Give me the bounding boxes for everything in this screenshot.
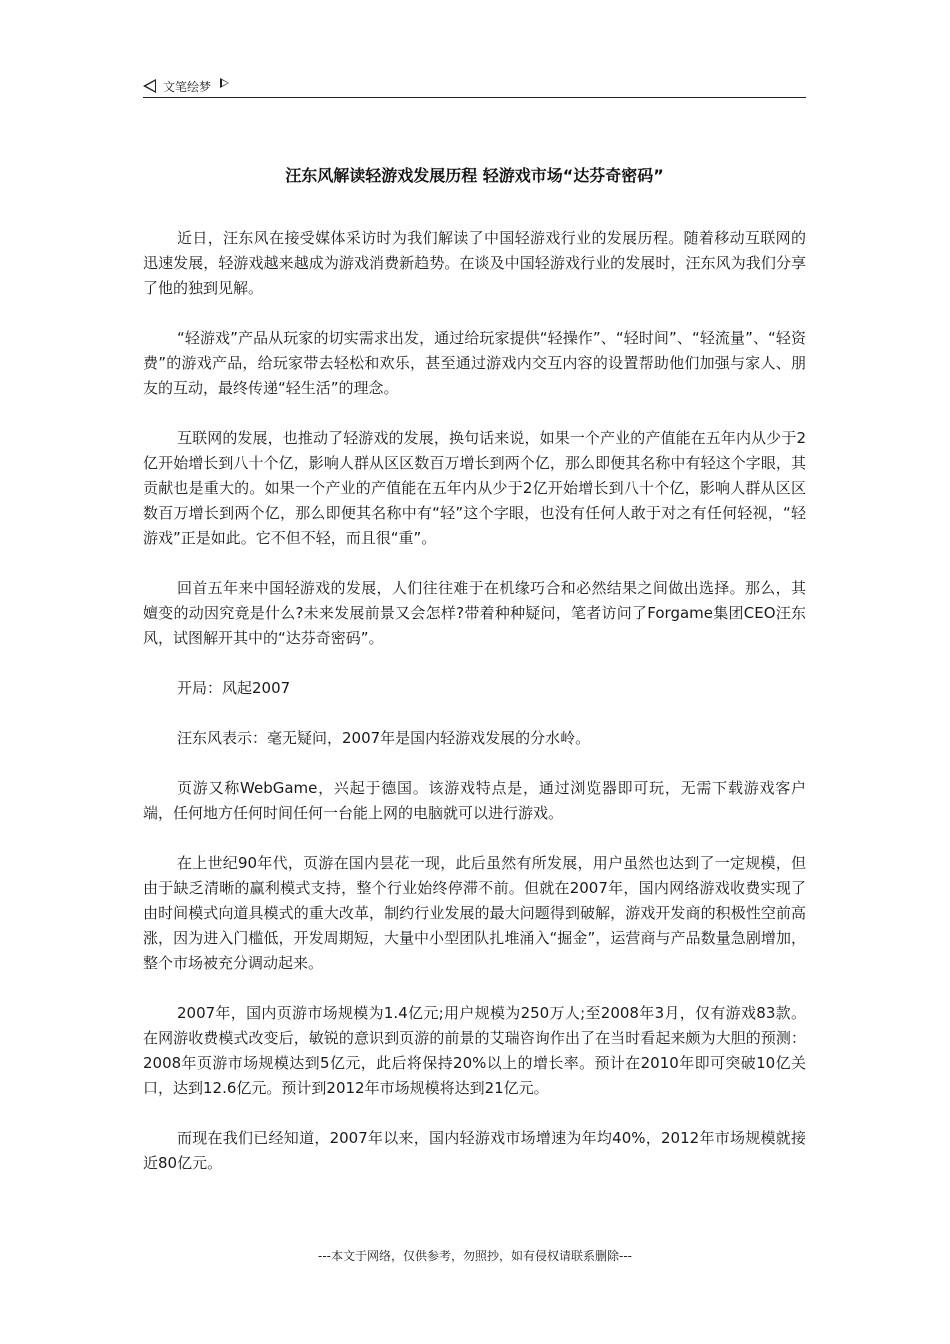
paragraph: 回首五年来中国轻游戏的发展，人们往往难于在机缘巧合和必然结果之间做出选择。那么，其嬗变的动因究竟是什么?未来发展前景又会怎样?带着种种疑问，笔者访问了Forgame集团CEO汪东风，试图解开其中的“达芬奇密码”。 bbox=[143, 579, 806, 647]
paragraph: “轻游戏”产品从玩家的切实需求出发，通过给玩家提供“轻操作”、“轻时间”、“轻流量”、“轻资费”的游戏产品，给玩家带去轻松和欢乐，甚至通过游戏内交互内容的设置帮助他们加强与家人、朋友的互动，最终传递“轻生活”的理念。 bbox=[143, 329, 806, 397]
paragraph: 在上世纪90年代，页游在国内昙花一现，此后虽然有所发展，用户虽然也达到了一定规模，但由于缺乏清晰的赢利模式支持，整个行业始终停滞不前。但就在2007年，国内网络游戏收费实现了由时间模式向道具模式的重大改革，制约行业发展的最大问题得到破解，游戏开发商的积极性空前高涨，因为进入门槛低，开发周期短，大量中小型团队扎堆涌入“掘金”，运营商与产品数量急剧增加，整个市场被充分调动起来。 bbox=[143, 854, 806, 972]
article-body bbox=[143, 226, 806, 1201]
section-heading: 开局：风起2007 bbox=[177, 679, 291, 697]
paragraph: 2007年，国内页游市场规模为1.4亿元;用户规模为250万人;至2008年3月，仅有游戏83款。在网游收费模式改变后，敏锐的意识到页游的前景的艾瑞咨询作出了在当时看起来颇为大胆的预测：2008年页游市场规模达到5亿元，此后将保持20%以上的增长率。预计在2010年即可突破10亿关口，达到12.6亿元。预计到2012年市场规模将达到21亿元。 bbox=[143, 1004, 806, 1097]
triangle-left-icon bbox=[143, 79, 156, 93]
paragraph: 而现在我们已经知道，2007年以来，国内轻游戏市场增速为年均40%，2012年市场规模就接近80亿元。 bbox=[143, 1129, 806, 1172]
paragraph: 汪东风表示：毫无疑问，2007年是国内轻游戏发展的分水岭。 bbox=[177, 729, 591, 747]
paragraph: 近日，汪东风在接受媒体采访时为我们解读了中国轻游戏行业的发展历程。随着移动互联网的迅速发展，轻游戏越来越成为游戏消费新趋势。在谈及中国轻游戏行业的发展时，汪东风为我们分享了他的独到见解。 bbox=[143, 229, 806, 297]
page-footer: ---本文于网络，仅供参考，勿照抄，如有侵权请联系删除--- bbox=[318, 1249, 632, 1263]
article-title: 汪东风解读轻游戏发展历程 轻游戏市场“达芬奇密码” bbox=[285, 166, 664, 185]
header-divider bbox=[143, 97, 806, 98]
header-brand: 文笔绘梦 bbox=[163, 79, 212, 94]
paragraph: 页游又称WebGame，兴起于德国。该游戏特点是，通过浏览器即可玩，无需下载游戏客户端，任何地方任何时间任何一台能上网的电脑就可以进行游戏。 bbox=[143, 779, 806, 822]
page-header bbox=[143, 74, 806, 98]
triangle-right-icon bbox=[220, 78, 229, 88]
paragraph: 互联网的发展，也推动了轻游戏的发展，换句话来说，如果一个产业的产值能在五年内从少于2亿开始增长到八十个亿，影响人群从区区数百万增长到两个亿，那么即便其名称中有轻这个字眼，其贡献也是重大的。如果一个产业的产值能在五年内从少于2亿开始增长到八十个亿，影响人群从区区数百万增长到两个亿，那么即便其名称中有“轻”这个字眼，也没有任何人敢于对之有任何轻视，“轻游戏”正是如此。它不但不轻，而且很“重”。 bbox=[143, 429, 806, 547]
